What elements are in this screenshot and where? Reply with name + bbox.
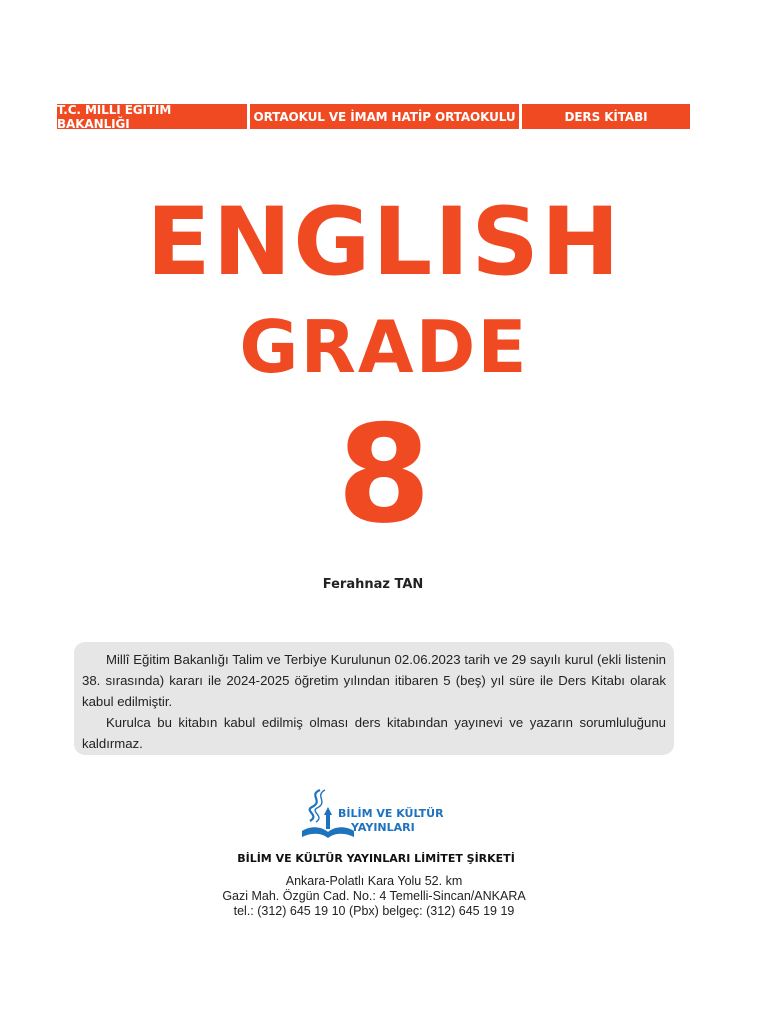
phone-line: tel.: (312) 645 19 10 (Pbx) belgeç: (312) 645 19 19 (233, 904, 515, 918)
header-ministry: T.C. MİLLÎ EĞİTİM BAKANLIĞI (57, 104, 247, 129)
notice-paragraph-1: Millî Eğitim Bakanlığı Talim ve Terbiye Kurulunun 02.06.2023 tarih ve 29 sayılı kurul (ekli listenin 38. sırasında) kararı ile 2024-2025 öğretim yılından itibaren 5 (beş) yıl süre ile Ders Kitabı olarak kabul edilmiştir. (82, 652, 666, 709)
author-name: Ferahnaz TAN (322, 577, 424, 592)
publisher-name: BİLİM VE KÜLTÜR YAYINLARI LİMİTET ŞİRKETİ (237, 852, 515, 865)
title-grade-number: 8 (337, 396, 431, 553)
publisher-address (0, 874, 748, 919)
title-english: ENGLISH (146, 188, 622, 297)
publisher-logo-text (338, 807, 444, 835)
notice-paragraph-2: Kurulca bu kitabın kabul edilmiş olması ders kitabından yayınevi ve yazarın sorumluluğunu kaldırmaz. (82, 715, 666, 751)
header-school-type: ORTAOKUL VE İMAM HATİP ORTAOKULU (250, 104, 519, 129)
address-line-1: Ankara-Polatlı Kara Yolu 52. km (285, 874, 463, 888)
approval-notice (74, 642, 674, 755)
title-grade: GRADE (239, 305, 529, 389)
logo-line-2: YAYINLARI (351, 821, 415, 834)
header-book-type: DERS KİTABI (522, 104, 690, 129)
address-line-2: Gazi Mah. Özgün Cad. No.: 4 Temelli-Sincan/ANKARA (222, 889, 526, 903)
header-bar (57, 104, 690, 129)
logo-line-1: BİLİM VE KÜLTÜR (338, 807, 444, 820)
